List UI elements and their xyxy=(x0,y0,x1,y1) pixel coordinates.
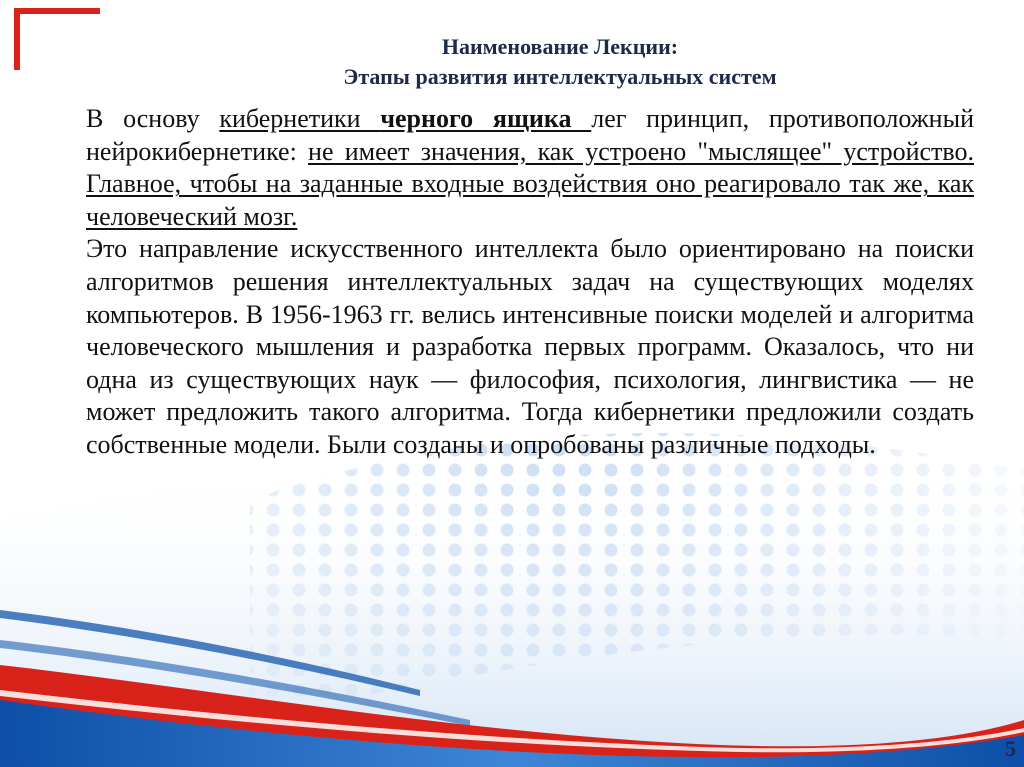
lecture-title-label: Наименование Лекции: xyxy=(441,34,679,59)
paragraph-ai-direction: Это направление искусственного интеллекта было ориентировано на поиски алгоритмов решения интеллектуальных задач на существующих моделях компьютеров. В 1956-1963 гг. велись интенсивные поиски моделей и алгоритма человеческого мышления и разработка первых программ. Оказалось, что ни одна из существующих наук — философия, психология, лингвистика — не может предложить такого алгоритма. Тогда кибернетики предложили создать собственные модели. Были созданы и опробованы различные подходы. xyxy=(86,234,974,459)
lecture-topic: Этапы развития интеллектуальных систем xyxy=(343,64,777,89)
term-cybernetics: кибернетики xyxy=(219,104,381,133)
lecture-header xyxy=(250,32,870,92)
corner-accent-vertical xyxy=(14,8,20,70)
term-black-box: черного ящика xyxy=(380,104,592,133)
page-number: 5 xyxy=(1005,736,1016,761)
underlined-principle: не имеет значения, как устроено "мыслящее" устройство. Главное, чтобы на заданные входные воздействия оно реагировало так же, как человеческий мозг. xyxy=(86,136,974,231)
paragraph-black-box: В основу кибернетики черного ящика лег принцип, противоположный нейрокибернетике: не имеет значения, как устроено "мыслящее" устройство. Главное, чтобы на заданные входные воздействия оно реагировало так же, как человеческий мозг. xyxy=(86,104,974,231)
corner-accent-horizontal xyxy=(14,8,100,14)
slide-body xyxy=(86,103,974,462)
